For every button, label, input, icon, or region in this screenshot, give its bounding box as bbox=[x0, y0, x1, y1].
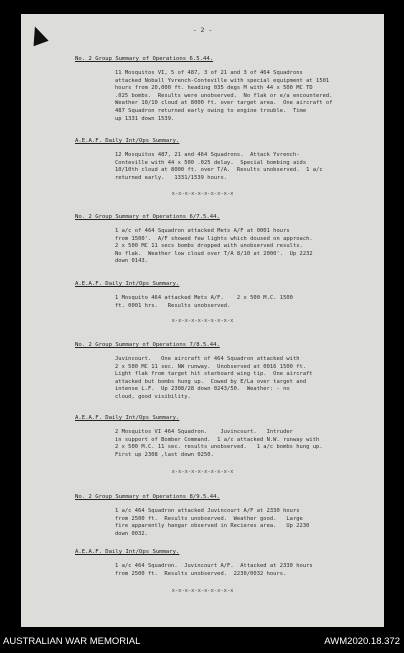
footer-institution: AUSTRALIAN WAR MEMORIAL bbox=[3, 636, 141, 647]
section-body: Juvincourt. One aircraft of 464 Squadron attacked with 2 x 500 MC 11 sec. NW runway. Unobserved at 0016 1500 ft. Light flak from target hit starboard wing tip. One aircraft attacked but bombs hung up. Cowed by E/La over target and intense L.F. Up 2308/28 down 0243/50. Weather: - no cloud, good visibility. bbox=[115, 356, 313, 400]
section-heading: No. 2 Group Summary of Operations 7/8.5.44. bbox=[75, 342, 220, 348]
section-body: 1 Mosquito 464 attacked Mets A/F. 2 x 500 M.C. 1500 ft. 0001 hrs. Results unobserved. bbox=[115, 295, 293, 309]
separator: x-x-x-x-x-x-x-x-x-x bbox=[171, 318, 234, 324]
section-heading: No. 2 Group Summary of Operations 6/7.5.44. bbox=[75, 214, 220, 220]
footer-bar bbox=[0, 627, 404, 653]
section-body: 12 Mosquitos 487, 21 and 464 Squadrons. Attack Yvrench- Conteville with 44 x 500 .025 delay. Special bombing aids 10/10th cloud at 8000 ft. over T/A. Results unobserved. 1 a/c returned early. 1331/1539 hours. bbox=[115, 152, 323, 181]
section-body: 1 a/c 464 Squadron attacked Juvincourt A/F at 2330 hours from 2500 ft. Results unobserved. Weather good. Large fire apparently hangar observed in Recieres area. Up 2230 down 0032. bbox=[115, 508, 310, 537]
section-body: 11 Mosquitos VI, 5 of 487, 3 of 21 and 3 of 464 Squadrons attacked Noball Yvrench-Conteville with special equipment at 1501 hours from 20,000 ft. heading 035 degs M with 44 x 500 MC TD .025 bombs. Results were unobserved. No flak or e/a encountered. Weather 10/10 cloud at 8000 ft. over target area. One aircraft of 487 Squadron returned early owing to engine trouble. Time up 1331 down 1539. bbox=[115, 70, 333, 122]
section-body: 1 a/c of 464 Squadron attacked Mets A/F at 0001 hours from 1500'. A/F showed few lights which doused on approach. 2 x 500 MC 11 secs bombs dropped with unobserved results. No flak. Weather low cloud over T/A 8/10 at 2000'. Up 2232 down 0143. bbox=[115, 228, 313, 265]
page-number: - 2 - bbox=[192, 26, 213, 34]
section-heading: A.E.A.F. Daily Int/Ops Summary. bbox=[75, 281, 180, 287]
section-heading: A.E.A.F. Daily Int/Ops Summary. bbox=[75, 415, 180, 421]
separator: x-x-x-x-x-x-x-x-x-x bbox=[171, 588, 234, 594]
section-heading: A.E.A.F. Daily Int/Ops Summary. bbox=[75, 138, 180, 144]
section-heading: No. 2 Group Summary of Operations 6.5.44. bbox=[75, 56, 214, 62]
separator: x-x-x-x-x-x-x-x-x-x bbox=[171, 191, 234, 197]
section-body: 1 a/c 464 Squadron. Juvincourt A/F. Attacked at 2330 hours from 2500 ft. Results unobserved. 2230/0032 hours. bbox=[115, 563, 313, 577]
section-body: 2 Mosquitos VI 464 Squadron. Juvincourt. Intruder in support of Bomber Command. 1 a/c attacked N.W. runway with 2 x 500 M.C. 11 sec. results unobserved. 1 a/c bombs hung up. First up 2308 ,last down 0250. bbox=[115, 429, 323, 458]
section-heading: No. 2 Group Summary of Operations 8/9.5.44. bbox=[75, 494, 220, 500]
document-page bbox=[21, 14, 384, 627]
section-heading: A.E.A.F. Daily Int/Ops Summary. bbox=[75, 549, 180, 555]
footer-accession-number: AWM2020.18.372 bbox=[324, 636, 400, 647]
separator: x-x-x-x-x-x-x-x-x-x bbox=[171, 469, 234, 475]
